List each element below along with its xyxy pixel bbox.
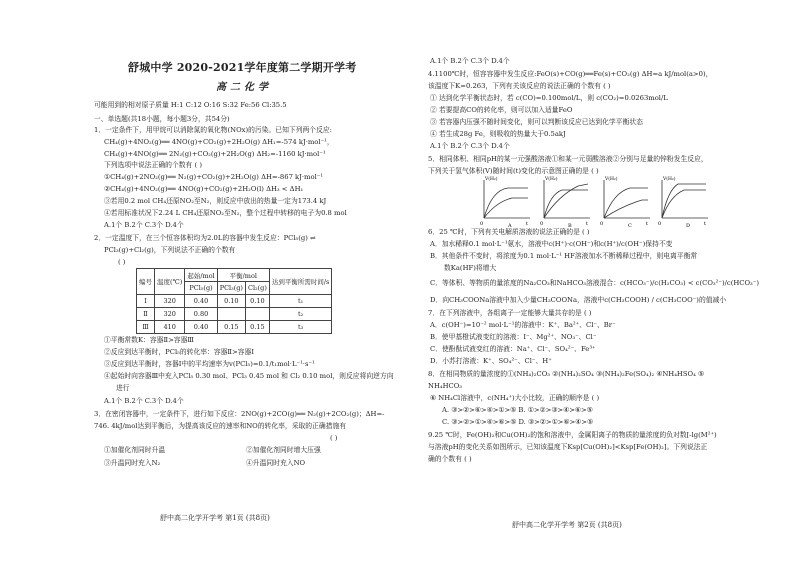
table-cell: 0.40	[185, 295, 217, 308]
q3-line-2: 746. 4kJ/mol达到平衡后，为提高该反应的速率和NO的转化率，采取的正确措施有	[94, 422, 347, 430]
q1-statement-1: ①CH₄(g)+2NO₂(g)══ N₂(g)+CO₂(g)+2H₂O(g) ΔH=-867 kJ·mol⁻¹	[104, 173, 324, 181]
q2-data-table	[136, 268, 332, 334]
table-header-initial: 起始/mol	[185, 269, 217, 282]
q5-line-2: 下列关于氢气体积(V)随时间(t)变化的示意图正确的是 ( )	[428, 167, 599, 175]
graph-origin: 0	[540, 221, 544, 227]
graph-y-label: V(H₂)	[485, 177, 498, 182]
q2-line-1: 2．一定温度下，在三个恒容体积均为2.0L的容器中发生反应：PCl₅(g) ⇌	[94, 234, 316, 242]
graph-t-label: t	[704, 221, 707, 227]
graph-label-b: B	[568, 223, 572, 228]
graph-y-label: V(H₂)	[663, 177, 676, 182]
q2-answer-paren: ( )	[118, 258, 126, 266]
exam-title: 舒城中学 2020-2021学年度第二学期开学考	[128, 61, 357, 74]
q4-statement-4: ④ 若生成28g Fe，则吸收的热量大于0.5akJ	[430, 130, 566, 138]
q1-options: A.1个 B.2个 C.3个 D.4个	[104, 221, 184, 229]
page-footer: 舒中高二化学开学考 第1页 (共8页)	[160, 514, 270, 522]
table-cell: 0.40	[185, 321, 217, 334]
q9-line-2: 与溶液pH的变化关系如图所示，已知该温度下Ksp[Cu(OH)₂]<Ksp[Fe(OH)₂]。下列说法正	[428, 443, 708, 451]
graph-label-a: A	[508, 223, 512, 228]
q1-equation-1: CH₄(g)+4NO₂(g)══ 4NO(g)+CO₂(g)+2H₂O(g) ΔH₁=-574 kJ·mol⁻¹，	[104, 138, 334, 146]
q1-stem: 1．一定条件下，用甲烷可以消除氮的氧化物(NOx)的污染。已知下列两个反应:	[94, 126, 332, 134]
table-cell: 0.15	[245, 321, 269, 334]
page-two	[416, 0, 794, 561]
q2-statement-3: ③反应到达平衡时，容器Ⅰ中的平均速率为v(PCl₅)=0.1/t₁mol·L⁻¹·s⁻¹	[104, 360, 315, 368]
table-cell: Ⅰ	[137, 295, 155, 308]
table-header-temperature: 温度(℃)	[155, 269, 185, 295]
q9-line-3: 确的个数有 ( )	[428, 455, 472, 463]
graph-label-d: D	[686, 223, 691, 228]
graph-origin: 0	[658, 221, 662, 227]
q7-option-d: D．小苏打溶液：K⁺、SO₄²⁻、Cl⁻、H⁺	[430, 357, 552, 365]
q6-option-b: B．其他条件不变时，将浓度为0.1 mol·L⁻¹ HF溶液加水不断稀释过程中，则电离平衡常	[430, 252, 698, 260]
table-cell: 0.10	[217, 295, 245, 308]
q7-option-c: C．使酚酞试液变红的溶液：Na⁺、Cl⁻、SO₄²⁻、Fe³⁺	[430, 345, 596, 353]
exam-subtitle: 高二化学	[216, 82, 272, 93]
q3-option-3: ③升温同时充入N₂	[104, 459, 161, 467]
q8-line-1: 8．在相同物质的量浓度的①(NH₄)₂CO₃ ②(NH₄)₂SO₄ ③(NH₄)₂Fe(SO₄)₂ ④NH₄HSO₄ ⑤	[428, 370, 705, 378]
graph-origin: 0	[600, 221, 604, 227]
atomic-masses: 可能用到的相对原子质量 H:1 C:12 O:16 S:32 Fe:56 Cl:35.5	[94, 101, 287, 109]
q3-option-2: ②加催化剂同时增大压强	[246, 446, 321, 454]
q2-statement-1: ①平衡常数K：容器Ⅱ>容器Ⅲ	[104, 336, 194, 344]
q5-line-1: 5．相同体积、相同pH的某一元强酸溶液①和某一元弱酸溶液②分别与足量的锌粉发生反应，	[428, 155, 708, 163]
q6-option-a: A．加水稀释0.1 mol·L⁻¹氨水，溶液中c(H⁺)·c(OH⁻)和c(H⁺)/c(OH⁻)保持不变	[430, 240, 673, 248]
q2-statement-4-cont: 进行	[116, 384, 130, 392]
graph-y-label: V(H₂)	[605, 177, 618, 182]
table-cell: 320	[155, 295, 185, 308]
q3-line-1: 3．在密闭容器中，一定条件下，进行如下反应：2NO(g)+2CO(g)══ N₂(g)+2CO₂(g)；ΔH=-	[94, 410, 385, 418]
table-cell: 320	[155, 308, 185, 321]
q6-line-1: 6．25 ℃时，下列有关电解质溶液的说法正确的是 ( )	[428, 228, 590, 236]
table-row	[137, 308, 332, 321]
q9-line-1: 9.25 ℃时，Fe(OH)₂和Cu(OH)₂的饱和溶液中，金属阳离子的物质的量浓度的负对数[-lg(M²⁺)	[428, 431, 717, 439]
graph-d	[658, 176, 708, 227]
table-cell	[245, 308, 269, 321]
table-row	[137, 321, 332, 334]
graph-t-label: t	[646, 221, 649, 227]
table-header-number: 编号	[137, 269, 155, 295]
graph-c	[600, 176, 650, 227]
q8-line-3: ⑥ NH₄Cl溶液中，c(NH₄⁺)大小比较，正确的顺序是 ( )	[430, 394, 600, 402]
table-cell: 0.10	[245, 295, 269, 308]
table-cell: Ⅲ	[137, 321, 155, 334]
graph-t-label: t	[526, 221, 529, 227]
table-row	[137, 295, 332, 308]
q3-option-4: ④升温同时充入NO	[246, 459, 306, 467]
table-cell: 0.15	[217, 321, 245, 334]
q2-statement-4: ④起始时向容器Ⅲ中充入PCl₅ 0.30 mol、PCl₃ 0.45 mol 和 Cl₂ 0.10 mol，则反应将向逆方向	[104, 372, 394, 380]
q1-statement-2: ②CH₄(g)+4NO₂(g)══ 4NO(g)+CO₂(g)+2H₂O(l) ΔH₃ < ΔH₁	[104, 185, 304, 193]
table-header-time: 达到平衡所需时间/s	[269, 269, 332, 295]
table-cell: 0.80	[185, 308, 217, 321]
q1-statement-3: ③若用0.2 mol CH₄还原NO₂至N₂，则反应中放出的热量一定为173.4 kJ	[104, 197, 327, 205]
table-cell: t₁	[269, 295, 332, 308]
q4-line-1: 4.1100℃时，恒容容器中发生反应:FeO(s)+CO(g)══Fe(s)+CO₂(g) ΔH=a kJ/mol(a>0)，	[428, 70, 713, 78]
graph-label-c: C	[628, 223, 632, 228]
q7-line-1: 7．在下列溶液中，各组离子一定能够大量共存的是 ( )	[428, 309, 592, 317]
q1-equation-2: CH₄(g)+4NO(g)══ 2N₂(g)+CO₂(g)+2H₂O(g) ΔH₂=-1160 kJ·mol⁻¹	[104, 150, 326, 158]
page-footer: 舒中高二化学开学考 第2页 (共8页)	[512, 521, 622, 529]
table-cell: t₃	[269, 321, 332, 334]
table-header-pcl5: PCl₅(g)	[185, 282, 217, 295]
q6-option-c: C．等体积、等物质的量浓度的Na₂CO₃和NaHCO₃溶液混合：c(HCO₃⁻)/c(H₂CO₃) < c(CO₃²⁻)/c(HCO₃⁻)	[430, 279, 760, 287]
table-cell: Ⅱ	[137, 308, 155, 321]
q2-statement-2: ②反应到达平衡时，PCl₅的转化率：容器Ⅱ>容器Ⅰ	[104, 348, 255, 356]
graph-origin: 0	[480, 221, 484, 227]
q6-option-b-cont: 数Ka(HF)将增大	[444, 264, 497, 272]
q4-statement-3: ③ 若容器内压强不随时间变化，则可以判断该反应已达到化学平衡状态	[430, 118, 643, 126]
graph-b	[540, 176, 590, 227]
q2-options: A.1个 B.2个 C.3个 D.4个	[104, 397, 184, 405]
q4-line-2: 该温度下K=0.263，下列有关该反应的说法正确的个数有 ( )	[428, 82, 611, 90]
graph-y-label: V(H₂)	[545, 177, 558, 182]
q6-option-d: D．向CH₃COONa溶液中加入少量CH₃COONa，溶液中c(CH₃COOH) / c(CH₃COO⁻)的值减小	[430, 296, 727, 304]
q1-statement-4: ④若用标准状况下2.24 L CH₄还原NO₂至N₂，整个过程中转移的电子为0.8 mol	[104, 209, 347, 217]
q1-question: 下列选项中说法正确的个数有 ( )	[104, 161, 202, 169]
q2-line-2: PCl₃(g)+Cl₂(g)，下列说法不正确的个数有	[104, 246, 236, 254]
q4-statement-1: ① 达到化学平衡状态时，若 c(CO)=0.100mol/L，则 c(CO₂)=0.0263mol/L	[430, 94, 668, 102]
q7-option-b: B．使甲基橙试液变红的溶液：I⁻、Mg²⁺、NO₃⁻、Cl⁻	[430, 333, 597, 341]
table-header-cl2: Cl₂(g)	[245, 282, 269, 295]
q3-option-1: ①加催化剂同时升温	[104, 446, 166, 454]
section-heading: 一、单选题(共18小题，每小题3分，共54分)	[94, 115, 230, 123]
table-cell: t₂	[269, 308, 332, 321]
table-header-equilibrium: 平衡/mol	[217, 269, 269, 282]
table-cell	[217, 308, 245, 321]
q8-options-cd: C. ③>②>①>④>⑥>⑤ D. ③>②>①>⑥>④>⑤	[442, 418, 594, 426]
q4-statement-2: ② 若要提高CO的转化率，则可以加入适量FeO	[430, 106, 573, 114]
graph-a	[480, 176, 530, 227]
table-header-pcl3: PCl₃(g)	[217, 282, 245, 295]
q8-line-2: NH₄HCO₃	[428, 382, 463, 390]
prev-options: A.1个 B.2个 C.3个 D.4个	[430, 57, 510, 65]
q7-option-a: A．c(OH⁻)=10⁻² mol·L⁻¹的溶液中：K⁺、Ba²⁺、Cl⁻、Br⁻	[430, 321, 616, 329]
q4-options: A.1个 B.2个 C.3个 D.4个	[430, 142, 510, 150]
graph-t-label: t	[586, 221, 589, 227]
q3-answer-paren: ( )	[330, 434, 338, 442]
q8-options-ab: A. ③>②>⑥>④>①>⑤ B. ①>②>③>④>⑥>⑤	[442, 406, 593, 414]
q5-graph-options	[478, 176, 710, 228]
table-cell: 410	[155, 321, 185, 334]
